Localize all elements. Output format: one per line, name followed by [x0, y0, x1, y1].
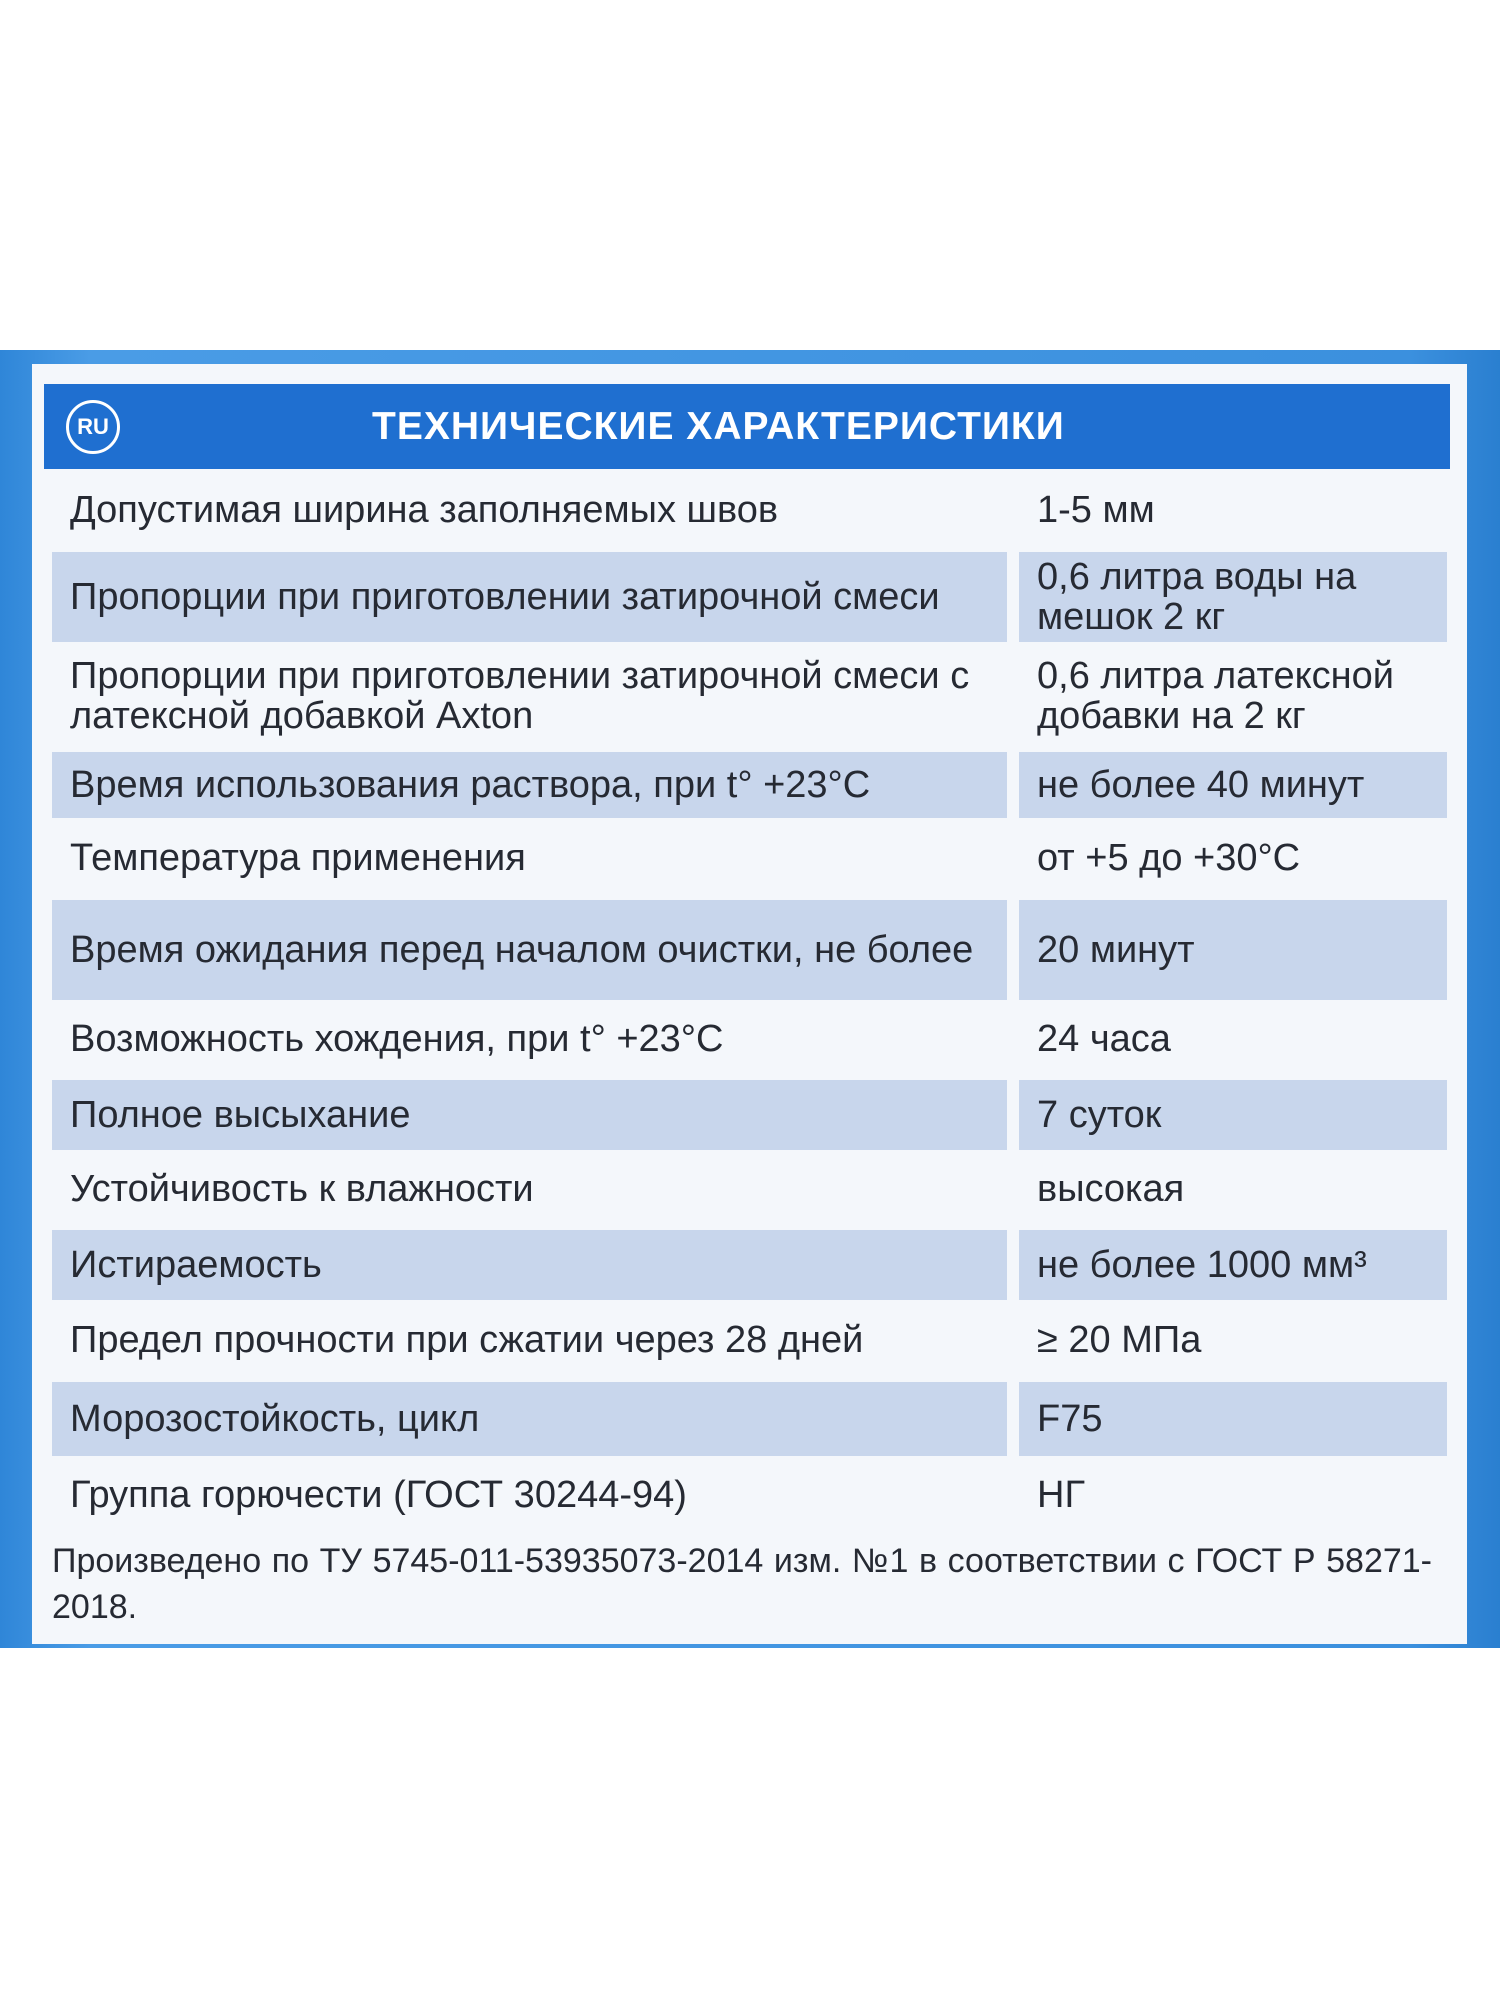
spec-row-application-temperature	[52, 822, 1447, 894]
spec-value: 0,6 литра воды на мешок 2 кг	[1019, 552, 1447, 642]
spec-label: Полное высыхание	[52, 1080, 1007, 1150]
spec-label: Время ожидания перед началом очистки, не более	[52, 900, 1007, 1000]
spec-row-moisture-resistance	[52, 1154, 1447, 1224]
package-background	[0, 350, 1500, 1648]
spec-value: 24 часа	[1037, 1018, 1171, 1060]
spec-label: Время использования раствора, при t° +23°C	[52, 752, 1007, 818]
spec-row-frost-resistance	[52, 1382, 1447, 1456]
spec-value: 20 минут	[1019, 900, 1447, 1000]
spec-row-full-drying	[52, 1080, 1447, 1150]
spec-value: НГ	[1037, 1474, 1086, 1516]
spec-label: Истираемость	[52, 1230, 1007, 1300]
spec-label: Предел прочности при сжатии через 28 дней	[70, 1319, 864, 1361]
specs-card	[32, 364, 1467, 1644]
spec-value: 1-5 мм	[1037, 489, 1155, 531]
spec-label: Группа горючести (ГОСТ 30244-94)	[70, 1474, 687, 1516]
spec-label: Пропорции при приготовлении затирочной смеси	[52, 552, 1007, 642]
spec-label: Морозостойкость, цикл	[52, 1382, 1007, 1456]
specs-header	[44, 384, 1450, 469]
spec-label: Допустимая ширина заполняемых швов	[70, 489, 779, 531]
spec-label: Возможность хождения, при t° +23°C	[70, 1018, 724, 1060]
spec-row-water-proportion	[52, 552, 1447, 642]
spec-value: высокая	[1037, 1168, 1185, 1210]
spec-label: Пропорции при приготовлении затирочной смеси с латексной добавкой Axton	[70, 655, 970, 737]
spec-row-abrasion	[52, 1230, 1447, 1300]
spec-value: ≥ 20 МПа	[1037, 1319, 1202, 1361]
spec-row-compressive-strength	[52, 1304, 1447, 1376]
spec-row-joint-width	[52, 472, 1447, 548]
spec-label: Температура применения	[70, 837, 526, 879]
spec-row-flammability	[52, 1460, 1447, 1530]
spec-value: не более 1000 мм³	[1019, 1230, 1447, 1300]
spec-value: F75	[1019, 1382, 1447, 1456]
ru-language-badge: RU	[66, 400, 120, 454]
spec-row-cleaning-wait	[52, 900, 1447, 1000]
spec-value: 0,6 литра латексной добавки на 2 кг	[1037, 655, 1394, 737]
spec-row-pot-life	[52, 752, 1447, 818]
specs-title: ТЕХНИЧЕСКИЕ ХАРАКТЕРИСТИКИ	[372, 404, 1065, 448]
manufacturing-standard-note: Произведено по ТУ 5745-011-53935073-2014 изм. №1 в соответствии с ГОСТ Р 58271-2018.	[52, 1542, 1432, 1626]
spec-value: не более 40 минут	[1019, 752, 1447, 818]
spec-value: от +5 до +30°C	[1037, 837, 1301, 879]
spec-value: 7 суток	[1019, 1080, 1447, 1150]
spec-row-walking	[52, 1004, 1447, 1074]
spec-row-latex-proportion	[52, 646, 1447, 746]
spec-label: Устойчивость к влажности	[70, 1168, 534, 1210]
